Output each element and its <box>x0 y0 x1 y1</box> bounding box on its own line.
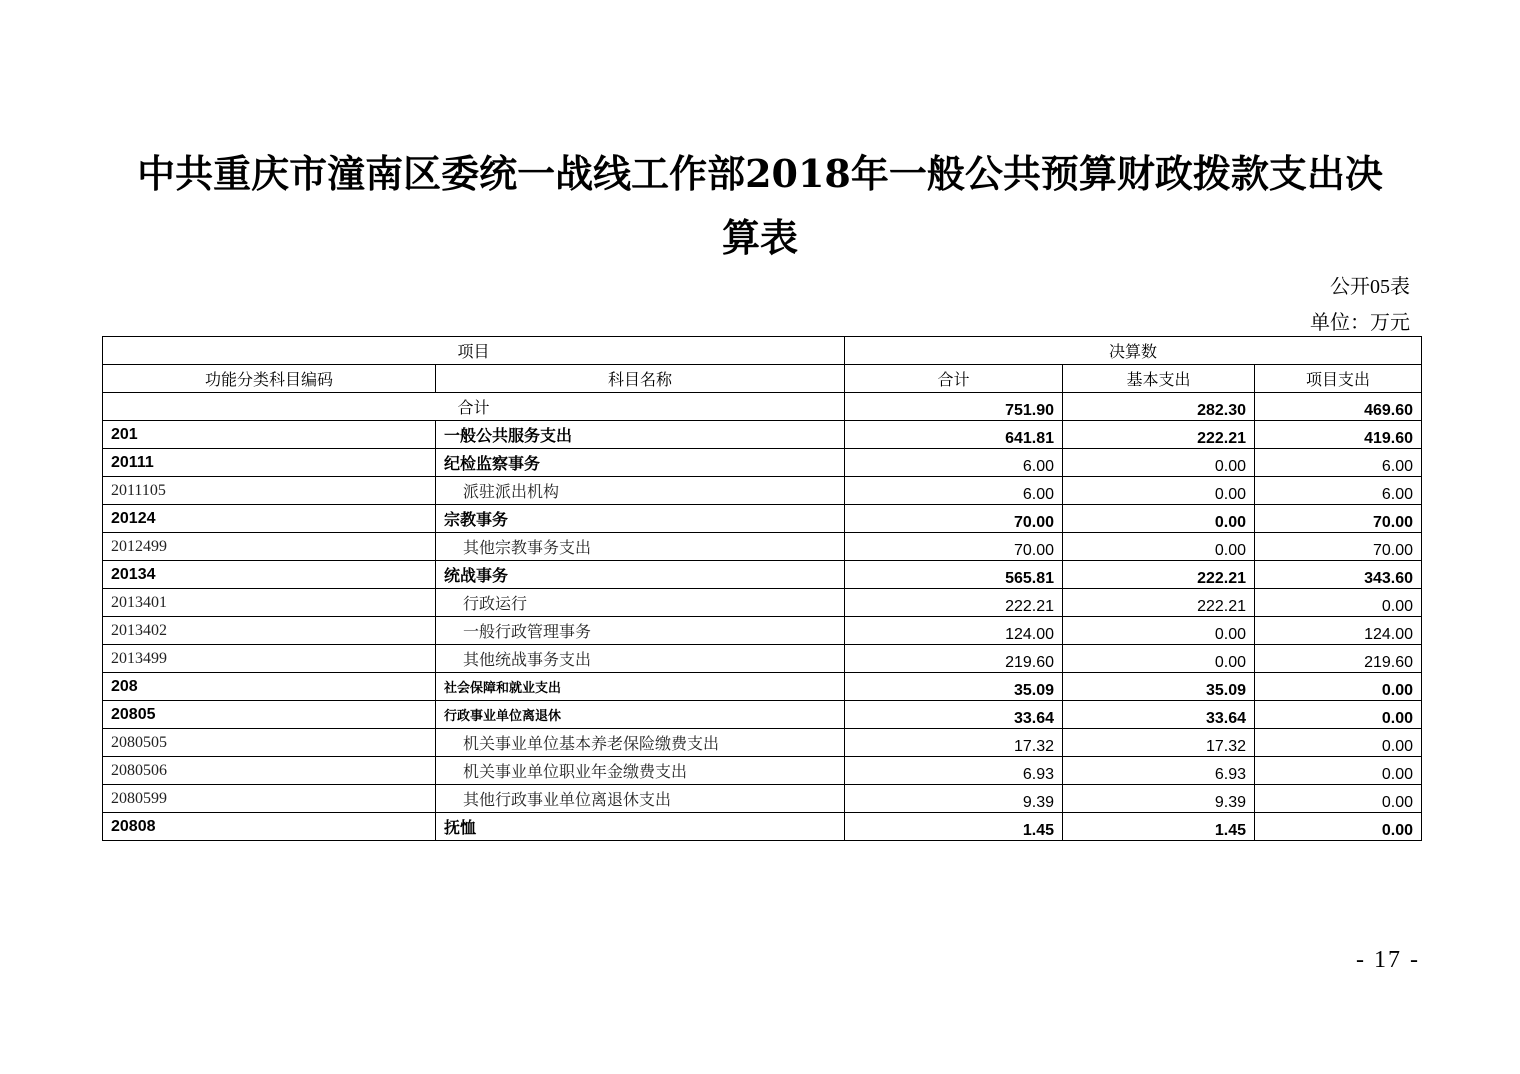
row-project: 124.00 <box>1255 617 1422 645</box>
form-number: 公开05表 <box>1330 276 1410 298</box>
row-total: 1.45 <box>845 813 1063 841</box>
row-total: 70.00 <box>845 505 1063 533</box>
row-total: 565.81 <box>845 561 1063 589</box>
row-code: 20808 <box>103 813 436 841</box>
header-subject-name: 科目名称 <box>436 365 845 393</box>
row-name: 行政事业单位离退休 <box>436 701 845 729</box>
title-line-2: 算表 <box>721 215 798 260</box>
row-basic: 0.00 <box>1063 505 1255 533</box>
row-name: 宗教事务 <box>436 505 845 533</box>
row-basic: 1.45 <box>1063 813 1255 841</box>
header-final-amount: 决算数 <box>845 337 1422 365</box>
row-name: 其他统战事务支出 <box>436 645 845 673</box>
row-total: 6.00 <box>845 449 1063 477</box>
table-row <box>103 421 1422 449</box>
unit-label: 单位：万元 <box>1310 312 1410 334</box>
row-project: 0.00 <box>1255 729 1422 757</box>
table-row <box>103 617 1422 645</box>
total-label: 合计 <box>103 393 845 421</box>
total-project: 469.60 <box>1255 393 1422 421</box>
table-row <box>103 813 1422 841</box>
row-project: 219.60 <box>1255 645 1422 673</box>
row-code: 2013499 <box>103 645 436 673</box>
row-name: 统战事务 <box>436 561 845 589</box>
table-row <box>103 757 1422 785</box>
row-project: 0.00 <box>1255 813 1422 841</box>
row-project: 6.00 <box>1255 449 1422 477</box>
row-total: 9.39 <box>845 785 1063 813</box>
row-code: 2013402 <box>103 617 436 645</box>
row-project: 343.60 <box>1255 561 1422 589</box>
row-name: 其他宗教事务支出 <box>436 533 845 561</box>
row-name: 机关事业单位基本养老保险缴费支出 <box>436 729 845 757</box>
title-line-1: 中共重庆市潼南区委统一战线工作部2018年一般公共预算财政拨款支出决 <box>137 151 1383 196</box>
row-code: 2080599 <box>103 785 436 813</box>
row-name: 一般行政管理事务 <box>436 617 845 645</box>
row-code: 20805 <box>103 701 436 729</box>
header-row-2 <box>103 365 1422 393</box>
table-row <box>103 449 1422 477</box>
row-project: 6.00 <box>1255 477 1422 505</box>
row-name: 其他行政事业单位离退休支出 <box>436 785 845 813</box>
table-row <box>103 533 1422 561</box>
row-code: 2012499 <box>103 533 436 561</box>
row-basic: 9.39 <box>1063 785 1255 813</box>
table-row <box>103 785 1422 813</box>
table-row <box>103 561 1422 589</box>
row-basic: 222.21 <box>1063 421 1255 449</box>
row-total: 641.81 <box>845 421 1063 449</box>
page-title <box>100 142 1420 270</box>
row-project: 0.00 <box>1255 701 1422 729</box>
row-code: 20124 <box>103 505 436 533</box>
header-project-expense: 项目支出 <box>1255 365 1422 393</box>
budget-table <box>102 336 1422 841</box>
row-basic: 0.00 <box>1063 449 1255 477</box>
row-basic: 222.21 <box>1063 589 1255 617</box>
row-total: 17.32 <box>845 729 1063 757</box>
row-code: 208 <box>103 673 436 701</box>
table-row <box>103 505 1422 533</box>
row-code: 20134 <box>103 561 436 589</box>
header-project: 项目 <box>103 337 845 365</box>
table-row <box>103 477 1422 505</box>
row-basic: 33.64 <box>1063 701 1255 729</box>
row-total: 222.21 <box>845 589 1063 617</box>
row-total: 70.00 <box>845 533 1063 561</box>
row-project: 0.00 <box>1255 589 1422 617</box>
row-project: 0.00 <box>1255 785 1422 813</box>
row-name: 社会保障和就业支出 <box>436 673 845 701</box>
header-total: 合计 <box>845 365 1063 393</box>
row-project: 70.00 <box>1255 505 1422 533</box>
row-project: 0.00 <box>1255 673 1422 701</box>
row-total: 6.00 <box>845 477 1063 505</box>
row-total: 219.60 <box>845 645 1063 673</box>
row-code: 20111 <box>103 449 436 477</box>
row-code: 2080505 <box>103 729 436 757</box>
row-basic: 0.00 <box>1063 645 1255 673</box>
row-project: 0.00 <box>1255 757 1422 785</box>
row-total: 35.09 <box>845 673 1063 701</box>
row-basic: 0.00 <box>1063 477 1255 505</box>
row-name: 纪检监察事务 <box>436 449 845 477</box>
row-code: 2013401 <box>103 589 436 617</box>
row-code: 2080506 <box>103 757 436 785</box>
row-basic: 6.93 <box>1063 757 1255 785</box>
row-name: 派驻派出机构 <box>436 477 845 505</box>
table-row <box>103 645 1422 673</box>
row-name: 抚恤 <box>436 813 845 841</box>
row-total: 6.93 <box>845 757 1063 785</box>
total-row <box>103 393 1422 421</box>
row-project: 419.60 <box>1255 421 1422 449</box>
row-basic: 17.32 <box>1063 729 1255 757</box>
row-project: 70.00 <box>1255 533 1422 561</box>
row-basic: 35.09 <box>1063 673 1255 701</box>
row-basic: 0.00 <box>1063 533 1255 561</box>
table-row <box>103 701 1422 729</box>
row-basic: 222.21 <box>1063 561 1255 589</box>
row-total: 124.00 <box>845 617 1063 645</box>
table-row <box>103 589 1422 617</box>
row-total: 33.64 <box>845 701 1063 729</box>
header-code: 功能分类科目编码 <box>103 365 436 393</box>
table-row <box>103 673 1422 701</box>
header-basic: 基本支出 <box>1063 365 1255 393</box>
row-name: 机关事业单位职业年金缴费支出 <box>436 757 845 785</box>
table-row <box>103 729 1422 757</box>
page-number: - 17 - <box>1356 947 1420 973</box>
row-name: 一般公共服务支出 <box>436 421 845 449</box>
row-code: 2011105 <box>103 477 436 505</box>
row-basic: 0.00 <box>1063 617 1255 645</box>
header-row-1 <box>103 337 1422 365</box>
total-basic: 282.30 <box>1063 393 1255 421</box>
total-total: 751.90 <box>845 393 1063 421</box>
row-name: 行政运行 <box>436 589 845 617</box>
row-code: 201 <box>103 421 436 449</box>
